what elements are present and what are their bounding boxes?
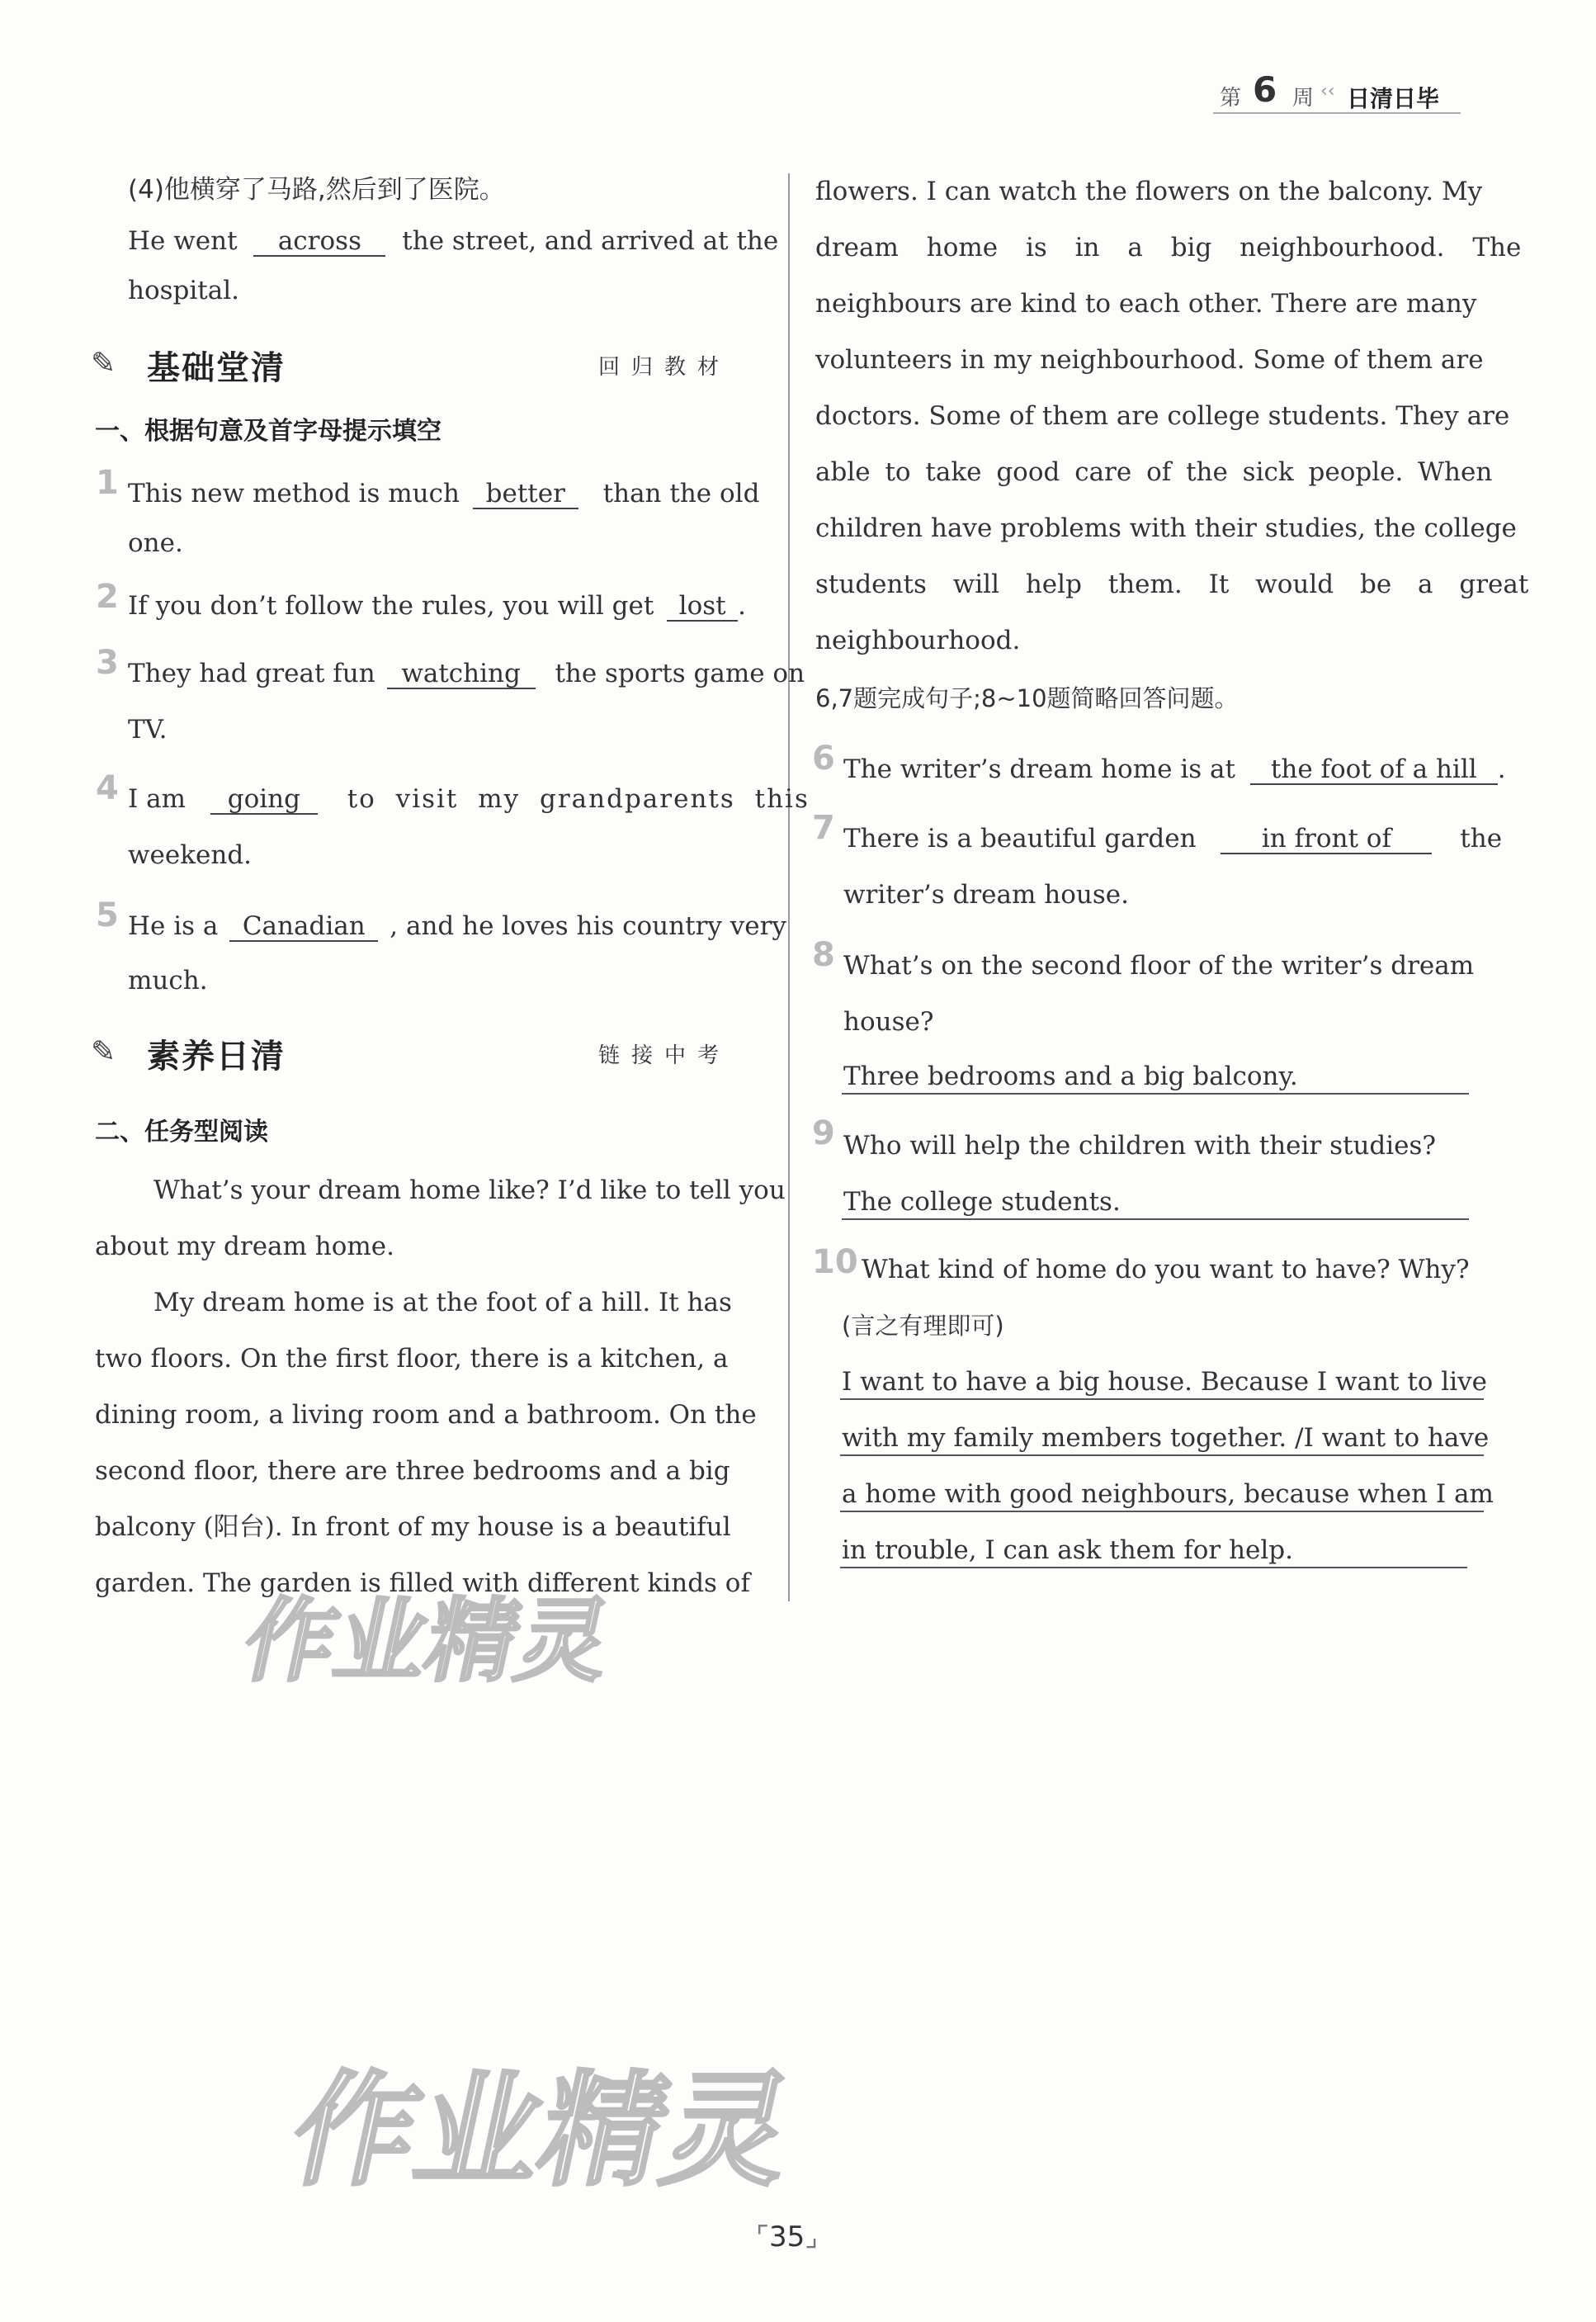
q4-chinese: (4)他横穿了马路,然后到了医院。	[128, 175, 505, 205]
q10-rule-3	[840, 1511, 1484, 1512]
q9-answer-line	[842, 1218, 1469, 1220]
q10-answer-line2: with my family members together. /I want to have	[842, 1423, 1490, 1453]
item-4-line2: weekend.	[128, 840, 253, 870]
q8-question-line1: What’s on the second floor of the writer’s dream	[843, 951, 1475, 981]
item-3-line2: TV.	[128, 715, 168, 745]
q4-sentence-cont: hospital.	[128, 276, 240, 305]
q8-answer-line	[842, 1093, 1469, 1095]
item-3-number: 3	[96, 644, 119, 682]
passage-right-line-3: neighbours are kind to each other. There are many	[815, 289, 1477, 319]
item-5-line2: much.	[128, 966, 208, 995]
chevron-icon: ‹‹	[1320, 81, 1335, 102]
passage-left-line-2: about my dream home.	[95, 1232, 394, 1261]
item-4-number: 4	[96, 769, 119, 807]
pencil-check-icon: ✎	[91, 1035, 116, 1069]
part1-title: 一、根据句意及首字母提示填空	[95, 417, 441, 446]
q4-sentence: He went across the street, and arrived at the	[128, 226, 779, 256]
passage-right-line-8: students will help them. It would be a great	[815, 570, 1529, 599]
item-5-number: 5	[96, 896, 119, 934]
watermark-bottom: 作业精灵	[279, 2060, 805, 2203]
week-number: 6	[1253, 69, 1277, 110]
pencil-check-icon: ✎	[91, 347, 116, 381]
q9-answer: The college students.	[843, 1187, 1121, 1217]
item-1-line2: one.	[128, 528, 183, 558]
q10-answer-line3: a home with good neighbours, because when I am	[842, 1479, 1494, 1509]
q10-rule-2	[840, 1454, 1484, 1456]
item-4-line1: I am going to visit my grandparents this	[128, 784, 810, 814]
q8-number: 8	[812, 936, 835, 974]
passage-right-line-2: dream home is in a big neighbourhood. The	[815, 233, 1522, 262]
passage-right-line-6: able to take good care of the sick people. When	[815, 457, 1493, 487]
passage-right-line-9: neighbourhood.	[815, 626, 1021, 655]
passage-left-line-6: second floor, there are three bedrooms and a big	[95, 1456, 730, 1486]
passage-left-line-8: garden. The garden is filled with different kinds of	[95, 1568, 750, 1598]
section-basic-title: 基础堂清	[147, 349, 286, 387]
section-literacy-subtitle: 链接中考	[598, 1043, 731, 1068]
passage-left-line-4: two floors. On the first floor, there is a kitchen, a	[95, 1344, 729, 1374]
q6-number: 6	[812, 740, 835, 778]
q10-note: (言之有理即可)	[842, 1312, 1004, 1340]
week-suffix: 周	[1292, 86, 1315, 111]
item-2-line1: If you don’t follow the rules, you will get lost .	[128, 591, 747, 621]
item-2-answer: lost	[667, 592, 738, 622]
q6-answer: the foot of a hill	[1250, 755, 1498, 785]
item-5-line1: He is a Canadian , and he loves his country very	[128, 911, 786, 941]
q8-question-line2: house?	[843, 1007, 934, 1037]
q8-answer: Three bedrooms and a big balcony.	[843, 1062, 1298, 1091]
item-1-number: 1	[96, 464, 119, 502]
q7-answer: in front of	[1221, 825, 1432, 854]
passage-right-line-1: flowers. I can watch the flowers on the balcony. My	[815, 177, 1483, 206]
page-number: ⌜35⌟	[756, 2220, 819, 2253]
item-2-number: 2	[96, 578, 119, 616]
q7-number: 7	[812, 809, 835, 847]
passage-right-line-5: doctors. Some of them are college students. They are	[815, 401, 1510, 431]
item-4-answer: going	[210, 785, 318, 815]
instructions: 6,7题完成句子;8~10题简略回答问题。	[815, 684, 1239, 712]
item-3-answer: watching	[387, 660, 536, 689]
q10-rule-1	[840, 1398, 1484, 1400]
passage-left-line-5: dining room, a living room and a bathroom. On the	[95, 1400, 757, 1430]
section-basic-subtitle: 回归教材	[598, 355, 731, 380]
page-header	[1213, 69, 1461, 116]
passage-left-line-3: My dream home is at the foot of a hill. It has	[153, 1288, 732, 1317]
section-literacy-title: 素养日清	[147, 1038, 286, 1076]
passage-right-line-4: volunteers in my neighbourhood. Some of them are	[815, 345, 1484, 375]
section-literacy-header	[91, 1027, 767, 1076]
header-underline	[1213, 112, 1461, 114]
q4-answer: across	[253, 227, 385, 257]
q7-sentence: There is a beautiful garden in front of the	[843, 824, 1503, 854]
week-prefix: 第	[1220, 86, 1242, 111]
passage-left-line-7: balcony (阳台). In front of my house is a beautiful	[95, 1512, 731, 1542]
q10-question: What kind of home do you want to have? Why?	[862, 1255, 1470, 1284]
q10-number: 10	[812, 1243, 858, 1281]
item-1-answer: better	[473, 480, 578, 509]
q9-number: 9	[812, 1114, 835, 1152]
part2-title: 二、任务型阅读	[95, 1118, 268, 1147]
passage-left-line-1: What’s your dream home like? I’d like to tell you	[153, 1175, 786, 1205]
q6-sentence: The writer’s dream home is at the foot of a hill .	[843, 754, 1506, 784]
item-3-line1: They had great fun watching the sports game on	[128, 659, 805, 688]
item-1-line1: This new method is much better than the old	[128, 479, 760, 508]
q9-question: Who will help the children with their studies?	[843, 1131, 1437, 1161]
watermark-top: 作业精灵	[234, 1588, 621, 1694]
item-5-answer: Canadian	[229, 912, 378, 942]
column-divider	[788, 173, 790, 1601]
brand-label: 日清日毕	[1347, 85, 1440, 112]
section-basic-header	[91, 338, 767, 388]
q10-answer-line4: in trouble, I can ask them for help.	[842, 1535, 1293, 1565]
q10-answer-line1: I want to have a big house. Because I want to live	[842, 1367, 1487, 1397]
q7-sentence-cont: writer’s dream house.	[843, 880, 1129, 910]
q10-rule-4	[840, 1567, 1467, 1568]
passage-right-line-7: children have problems with their studies, the college	[815, 513, 1517, 543]
